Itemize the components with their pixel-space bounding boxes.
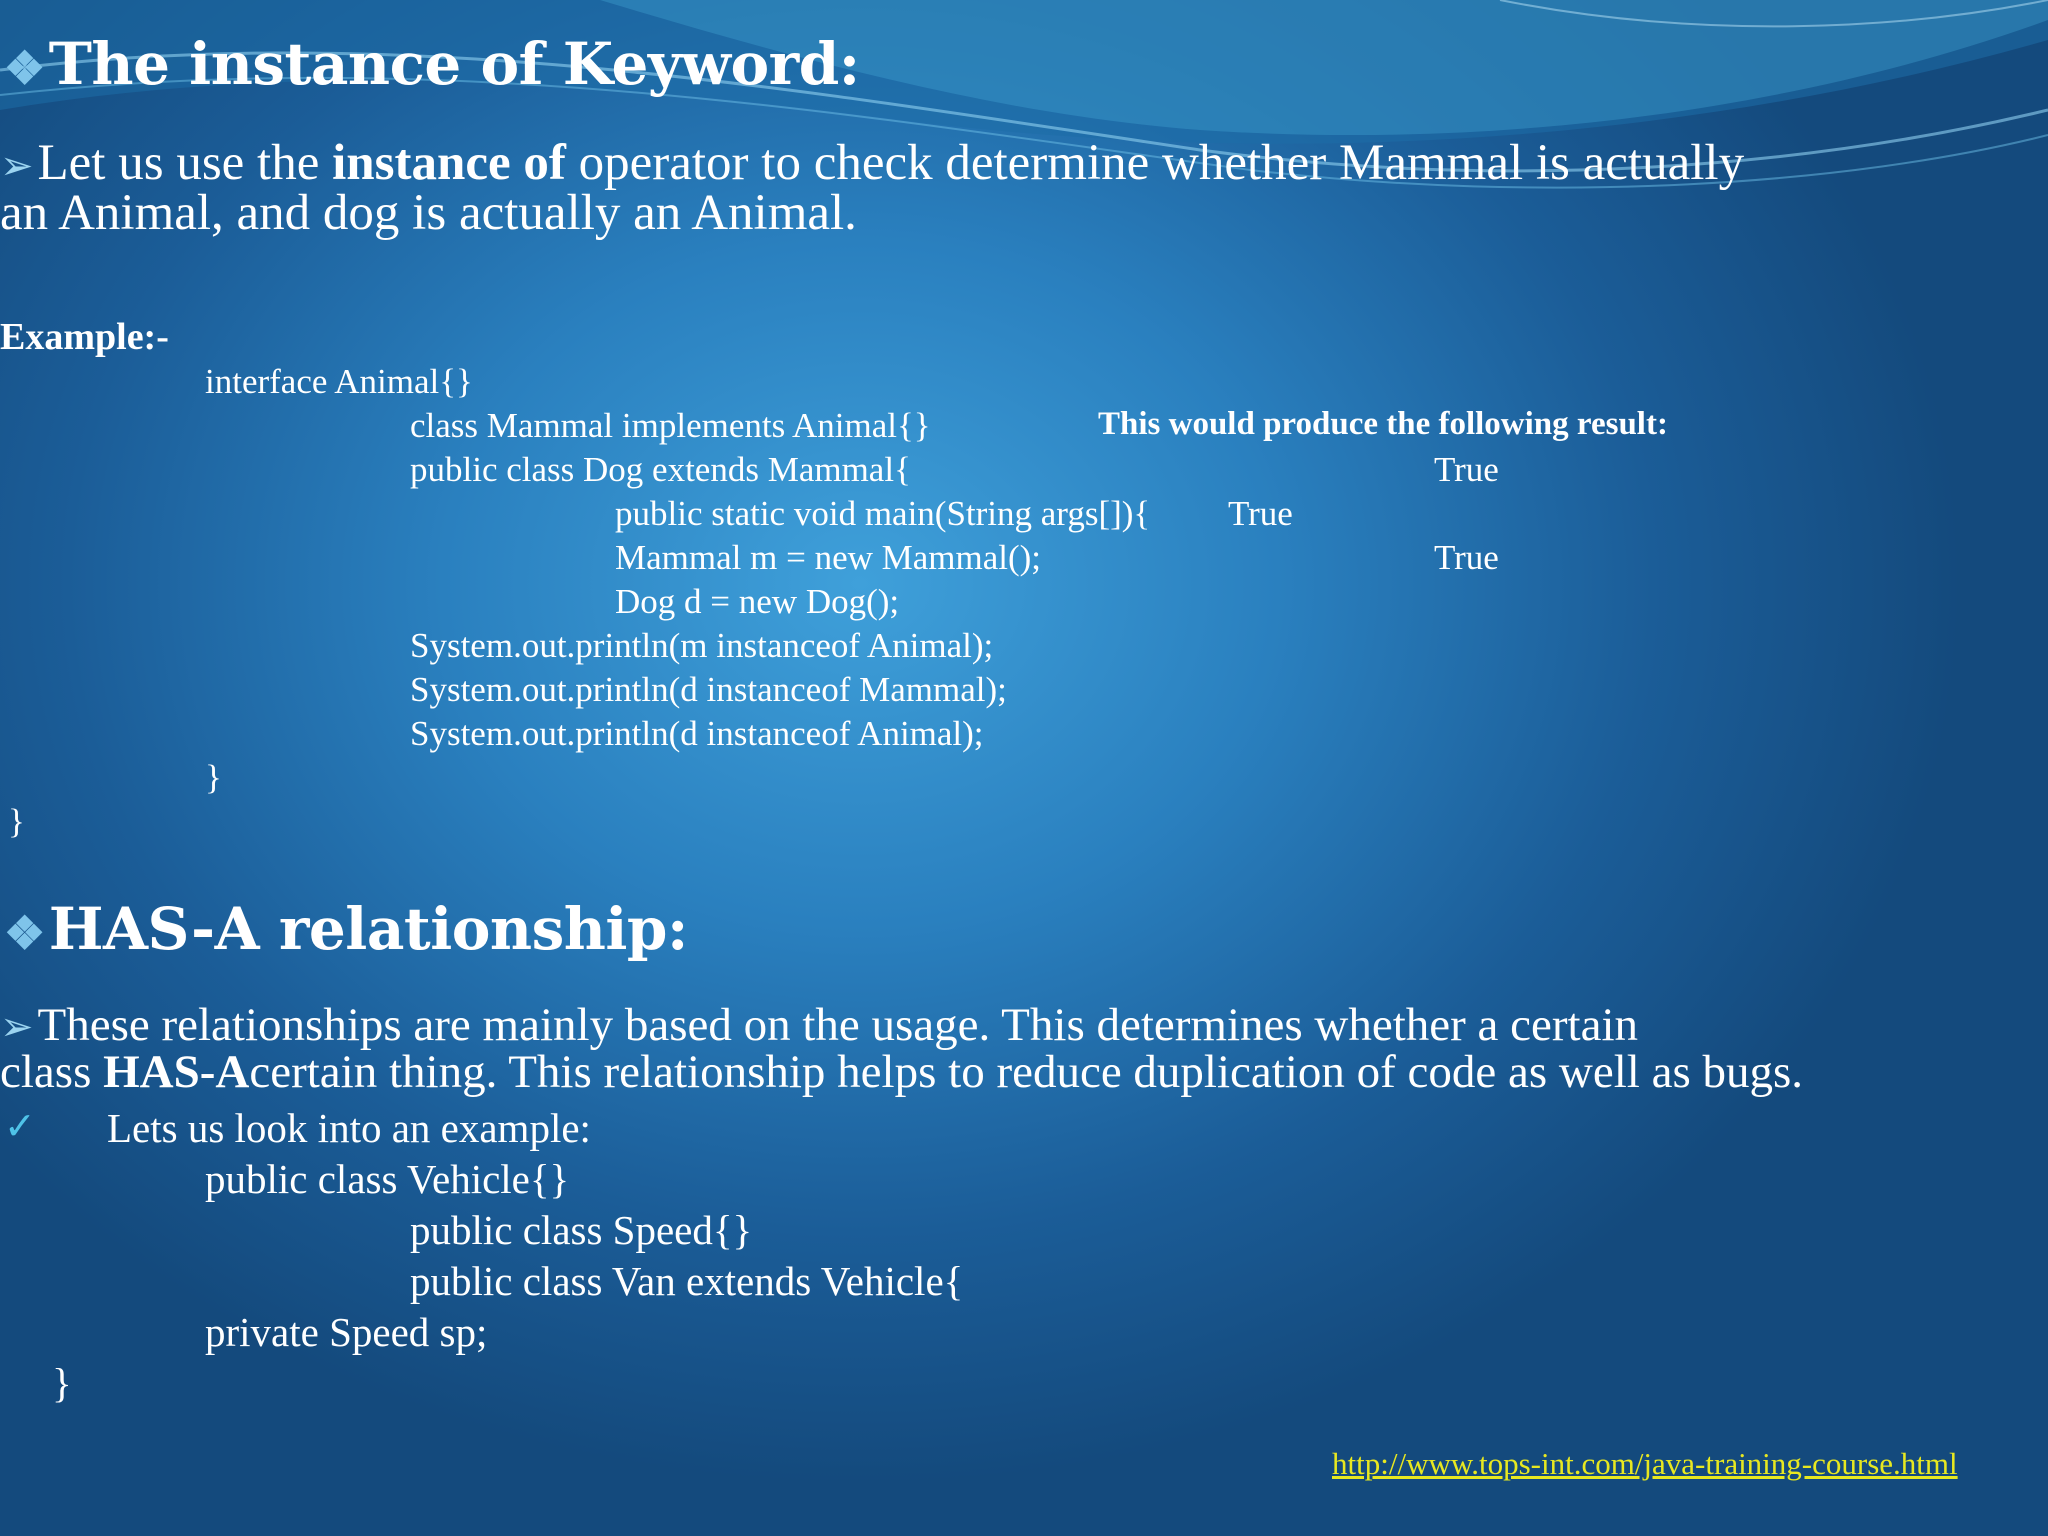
- has-a-description: ➢These relationships are mainly based on the usage. This determines whether a certain: [0, 999, 1639, 1051]
- result-value: True: [1228, 494, 1293, 533]
- code-line: public class Van extends Vehicle{: [410, 1258, 964, 1304]
- footer-link[interactable]: http://www.tops-int.com/java-training-course.html: [1332, 1446, 1958, 1481]
- diamond-bullet-icon: ❖: [4, 906, 45, 960]
- code-line: public class Speed{}: [410, 1207, 753, 1253]
- instanceof-description-line2: an Animal, and dog is actually an Animal.: [0, 185, 857, 241]
- instanceof-description: ➢Let us use the instance of operator to check determine whether Mammal is actually: [0, 135, 1745, 191]
- code-line: public static void main(String args[]){: [615, 494, 1151, 533]
- section-heading-has-a: ❖HAS-A relationship:: [4, 895, 688, 963]
- code-line: Dog d = new Dog();: [615, 582, 900, 621]
- check-item-text: Lets us look into an example:: [107, 1105, 591, 1151]
- result-value: True: [1434, 450, 1499, 489]
- code-line: }: [52, 1360, 72, 1406]
- arrow-bullet-icon: ➢: [0, 1004, 34, 1049]
- code-line: }: [8, 802, 25, 841]
- code-line: public class Dog extends Mammal{: [410, 450, 911, 489]
- result-label: This would produce the following result:: [1098, 406, 1668, 442]
- code-line: System.out.println(d instanceof Mammal);: [410, 670, 1007, 709]
- section-heading-instanceof: ❖The instance of Keyword:: [4, 30, 860, 98]
- has-a-description-line2: class HAS-Acertain thing. This relationship helps to reduce duplication of code as well as bugs.: [0, 1046, 1804, 1098]
- arrow-bullet-icon: ➢: [0, 143, 34, 188]
- code-line: System.out.println(d instanceof Animal);: [410, 714, 984, 753]
- code-line: private Speed sp;: [205, 1309, 488, 1355]
- example-label: Example:-: [0, 316, 169, 358]
- result-value: True: [1434, 538, 1499, 577]
- code-line: }: [205, 758, 222, 797]
- code-line: System.out.println(m instanceof Animal);: [410, 626, 994, 665]
- code-line: Mammal m = new Mammal();: [615, 538, 1042, 577]
- code-line: class Mammal implements Animal{}: [410, 406, 931, 445]
- code-line: public class Vehicle{}: [205, 1156, 570, 1202]
- code-line: interface Animal{}: [205, 362, 473, 401]
- check-bullet-icon: ✓: [4, 1104, 36, 1148]
- diamond-bullet-icon: ❖: [4, 41, 45, 95]
